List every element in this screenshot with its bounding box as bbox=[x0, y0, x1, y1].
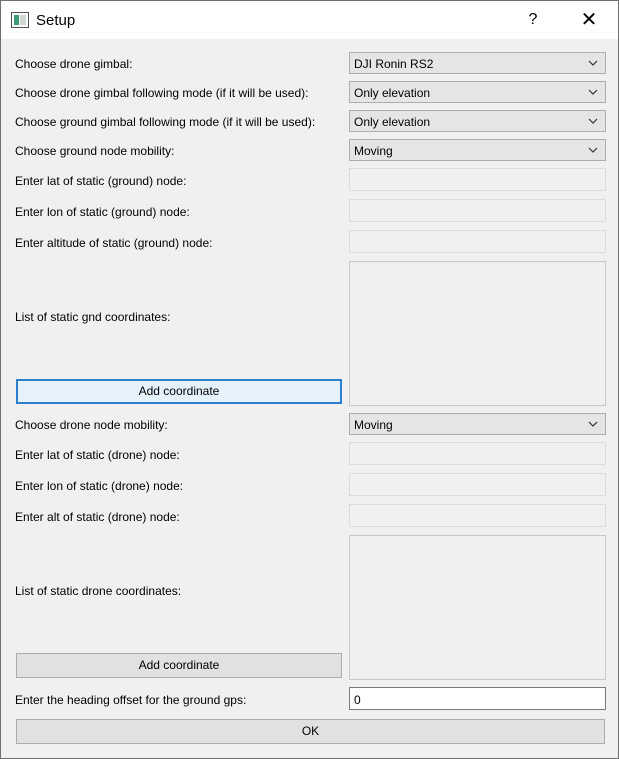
chevron-down-icon bbox=[587, 85, 599, 99]
ground-lat-input[interactable] bbox=[349, 168, 606, 191]
ground-lon-input[interactable] bbox=[349, 199, 606, 222]
window-title: Setup bbox=[36, 12, 76, 29]
ground-mobility-value: Moving bbox=[354, 144, 393, 158]
chevron-down-icon bbox=[587, 417, 599, 431]
drone-mobility-combo[interactable] bbox=[349, 413, 606, 435]
app-window-icon bbox=[11, 12, 29, 28]
chevron-down-icon bbox=[587, 56, 599, 70]
drone-coordinates-list[interactable] bbox=[349, 535, 606, 680]
drone-alt-input[interactable] bbox=[349, 504, 606, 527]
chevron-down-icon bbox=[587, 114, 599, 128]
drone-list-label: List of static drone coordinates: bbox=[15, 584, 182, 598]
drone-lon-input[interactable] bbox=[349, 473, 606, 496]
heading-offset-label: Enter the heading offset for the ground gps: bbox=[15, 693, 247, 707]
chevron-down-icon bbox=[587, 143, 599, 157]
drone-alt-label: Enter alt of static (drone) node: bbox=[15, 510, 180, 524]
drone-gimbal-follow-label: Choose drone gimbal following mode (if it will be used): bbox=[15, 86, 309, 100]
ground-gimbal-follow-label: Choose ground gimbal following mode (if it will be used): bbox=[15, 115, 316, 129]
ok-button[interactable]: OK bbox=[16, 719, 605, 744]
ground-lon-label: Enter lon of static (ground) node: bbox=[15, 205, 190, 219]
ground-coordinates-list[interactable] bbox=[349, 261, 606, 406]
add-drone-coordinate-button[interactable]: Add coordinate bbox=[16, 653, 342, 678]
drone-lat-input[interactable] bbox=[349, 442, 606, 465]
heading-offset-value: 0 bbox=[354, 693, 361, 707]
ground-lat-label: Enter lat of static (ground) node: bbox=[15, 174, 187, 188]
drone-gimbal-combo[interactable] bbox=[349, 52, 606, 74]
drone-gimbal-label: Choose drone gimbal: bbox=[15, 57, 133, 71]
drone-gimbal-value: DJI Ronin RS2 bbox=[354, 57, 434, 71]
heading-offset-input[interactable] bbox=[349, 687, 606, 710]
ground-alt-label: Enter altitude of static (ground) node: bbox=[15, 236, 213, 250]
ground-mobility-label: Choose ground node mobility: bbox=[15, 144, 175, 158]
drone-mobility-label: Choose drone node mobility: bbox=[15, 418, 168, 432]
ground-gimbal-follow-combo[interactable] bbox=[349, 110, 606, 132]
drone-mobility-value: Moving bbox=[354, 418, 393, 432]
ground-list-label: List of static gnd coordinates: bbox=[15, 310, 171, 324]
close-button[interactable]: ✕ bbox=[580, 9, 598, 31]
add-ground-coordinate-button[interactable]: Add coordinate bbox=[16, 379, 342, 404]
ground-alt-input[interactable] bbox=[349, 230, 606, 253]
drone-lon-label: Enter lon of static (drone) node: bbox=[15, 479, 184, 493]
drone-gimbal-follow-combo[interactable] bbox=[349, 81, 606, 103]
ground-gimbal-follow-value: Only elevation bbox=[354, 115, 431, 129]
ground-mobility-combo[interactable] bbox=[349, 139, 606, 161]
drone-gimbal-follow-value: Only elevation bbox=[354, 86, 431, 100]
title-bar[interactable] bbox=[1, 1, 618, 39]
help-button[interactable]: ? bbox=[528, 11, 538, 28]
drone-lat-label: Enter lat of static (drone) node: bbox=[15, 448, 180, 462]
